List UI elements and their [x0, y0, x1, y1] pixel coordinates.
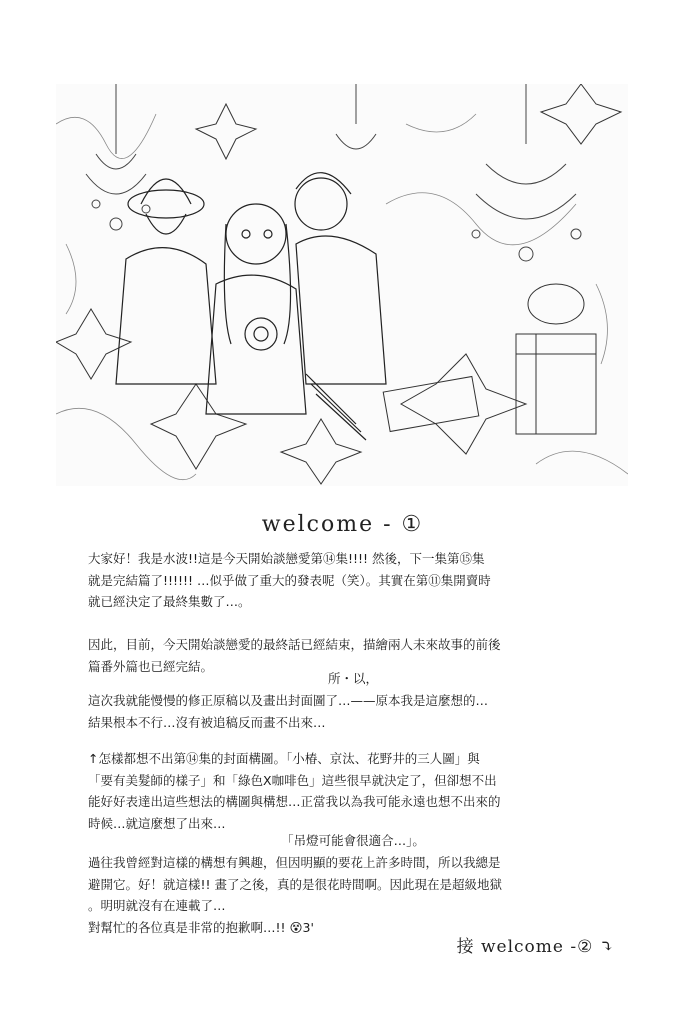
text-line: 對幫忙的各位真是非常的抱歉啊…!! 😵3'	[88, 919, 314, 935]
cover-sketch-illustration	[56, 84, 628, 486]
text-line: 「要有美髮師的樣子」和「綠色Ⅹ咖啡色」這些很早就決定了，但卻想不出	[88, 772, 497, 788]
text-line: 就是完結篇了!!!!!! …似乎做了重大的發表呢（笑）。其實在第⑪集開賣時	[88, 572, 491, 588]
paragraph-cover-idea	[88, 748, 618, 834]
text-line: 時候…就這麼想了出來…	[88, 815, 226, 831]
paragraph-intro	[88, 548, 618, 613]
paragraph-apology	[88, 852, 618, 938]
text-line: 這次我就能慢慢的修正原稿以及畫出封面圖了…——原本我是這麼想的…	[88, 693, 489, 708]
text-line: ↑怎樣都想不出第⑭集的封面構圖。「小椿、京汰、花野井的三人圖」與	[88, 751, 480, 766]
centered-line: 所・以，	[327, 671, 378, 686]
paragraph-revision	[88, 690, 618, 733]
page-heading: welcome - ①	[261, 512, 424, 537]
text-line: 。明明就沒有在連載了…	[88, 898, 226, 914]
text-line: 結果根本不行…沒有被追稿反而畫不出來…	[88, 714, 326, 730]
text-line: 避開它。好！就這樣!! 畫了之後，真的是很花時間啊。因此現在是超級地獄	[88, 876, 502, 892]
text-line: 能好好表達出這些想法的構圖與構想…正當我以為我可能永遠也想不出來的	[88, 794, 501, 810]
continued-footer: 接 welcome -② ⤵	[456, 937, 615, 957]
text-line: 過往我曾經對這樣的構想有興趣，但因明顯的要花上許多時間，所以我總是	[88, 855, 501, 870]
text-line: 就已經決定了最終集數了…。	[88, 594, 251, 610]
centered-quote: 「吊燈可能會很適合…」。	[281, 833, 425, 848]
text-line: 篇番外篇也已經完結。	[88, 658, 214, 674]
text-line: 因此，目前，今天開始談戀愛的最終話已經結束，描繪兩人未來故事的前後	[88, 637, 501, 652]
text-line: 大家好！我是水波!!這是今天開始談戀愛第⑭集!!!! 然後，下一集第⑮集	[88, 551, 485, 566]
